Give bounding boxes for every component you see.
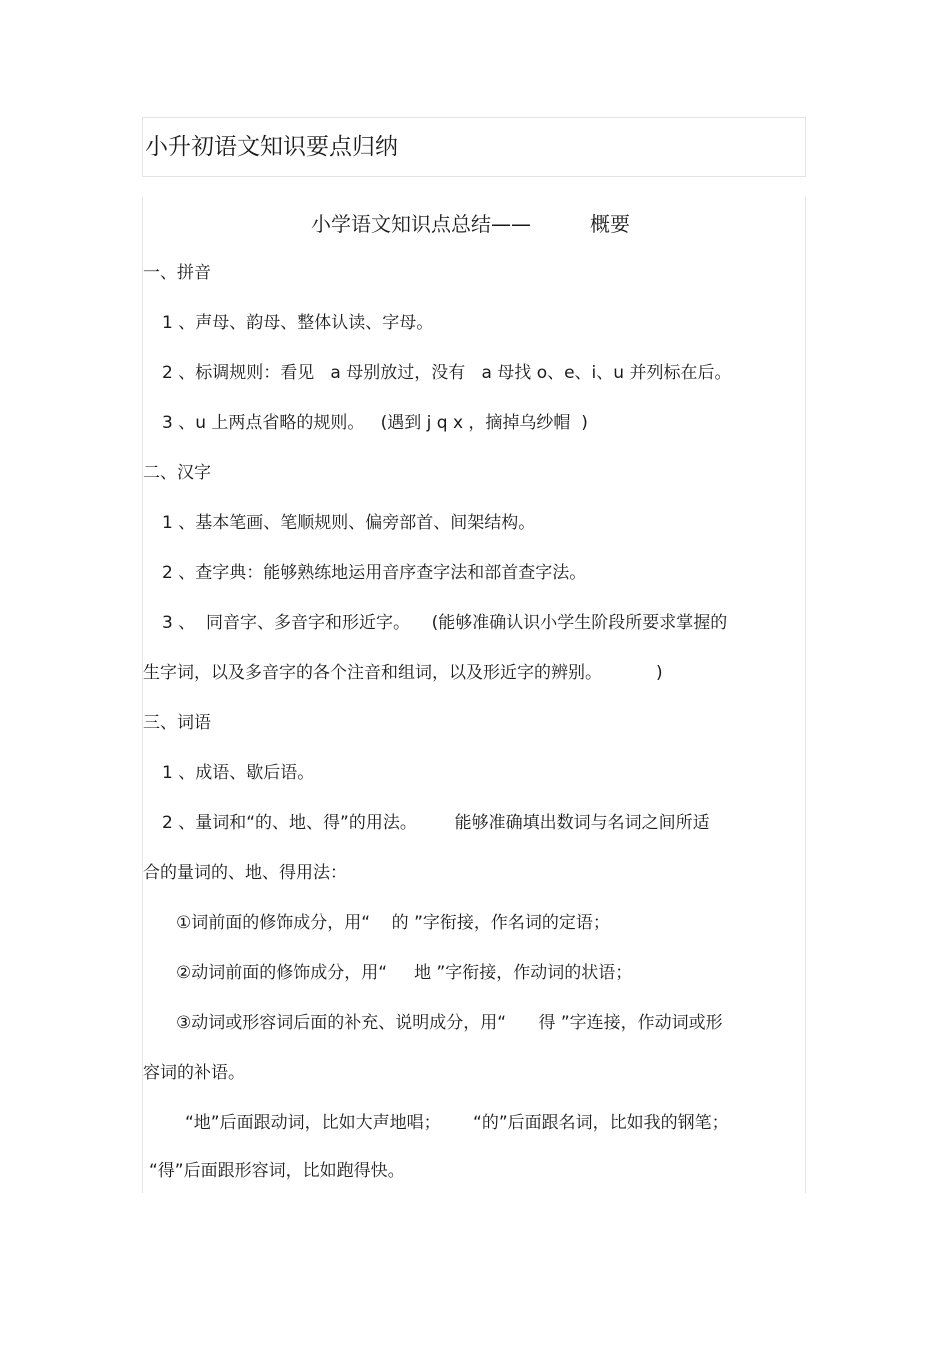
text-line: 容词的补语。	[143, 1063, 245, 1083]
document-content-box	[142, 197, 806, 1193]
text-line: 2 、量词和“的、地、得”的用法。 能够准确填出数词与名词之间所适	[162, 813, 710, 833]
text-line: 生字词，以及多音字的各个注音和组词，以及形近字的辨别。 )	[143, 663, 663, 683]
text-line: 2 、查字典：能够熟练地运用音序查字法和部首查字法。	[162, 563, 587, 583]
section-heading-tail: 概要	[590, 212, 630, 236]
document-title-box	[142, 117, 806, 177]
document-title: 小升初语文知识要点归纳	[145, 134, 398, 160]
text-line: 1 、基本笔画、笔顺规则、偏旁部首、间架结构。	[162, 513, 536, 533]
heading-hanzi: 二、汉字	[143, 463, 211, 483]
text-line: 1 、声母、韵母、整体认读、字母。	[162, 313, 434, 333]
text-line: “得”后面跟形容词，比如跑得快。	[149, 1161, 405, 1181]
text-line: 2 、标调规则：看见 a 母别放过，没有 a 母找 o、e、i、u 并列标在后。	[162, 363, 732, 383]
heading-pinyin: 一、拼音	[143, 263, 211, 283]
text-line: 1 、成语、歇后语。	[162, 763, 315, 783]
section-heading-main: 小学语文知识点总结——	[311, 212, 531, 236]
heading-ciyu: 三、词语	[143, 713, 211, 733]
text-line: ①词前面的修饰成分，用“ 的 ”字衔接，作名词的定语；	[176, 913, 610, 933]
text-line: ③动词或形容词后面的补充、说明成分，用“ 得 ”字连接，作动词或形	[176, 1013, 723, 1033]
text-line: 3 、u 上两点省略的规则。 (遇到 j q x ，摘掉乌纱帽 )	[162, 413, 588, 433]
text-line: ②动词前面的修饰成分，用“ 地 ”字衔接，作动词的状语；	[176, 963, 633, 983]
text-line: 3 、 同音字、多音字和形近字。 (能够准确认识小学生阶段所要求掌握的	[162, 613, 728, 633]
text-line: 合的量词的、地、得用法：	[143, 863, 347, 883]
text-line: “地”后面跟动词，比如大声地唱； “的”后面跟名词，比如我的钢笔；	[185, 1113, 729, 1133]
